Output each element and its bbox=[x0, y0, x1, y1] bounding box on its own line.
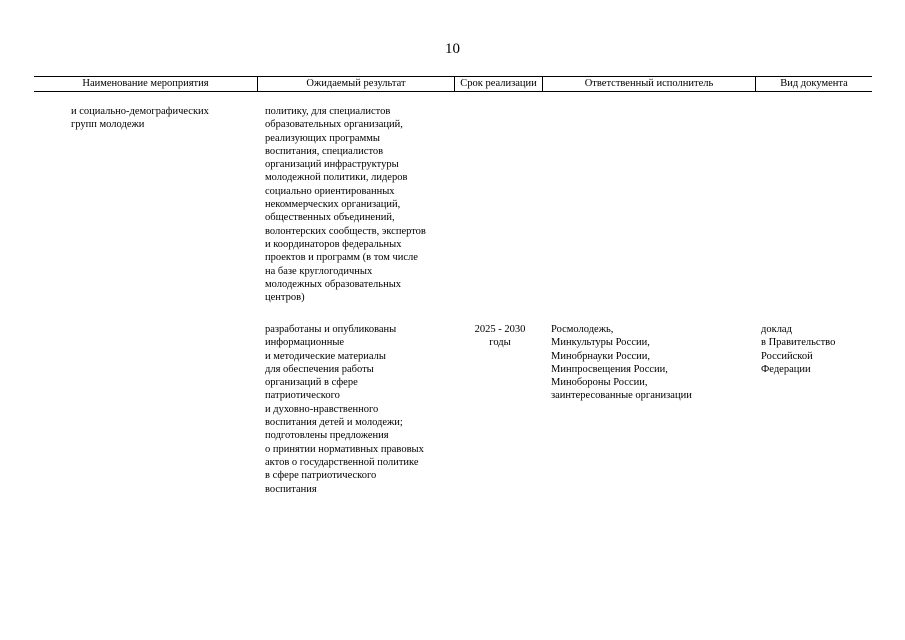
text-line: заинтересованные организации bbox=[551, 390, 692, 402]
header-result: Ожидаемый результат bbox=[258, 77, 455, 91]
text-line: актов о государственной политике bbox=[265, 456, 419, 468]
text-line: для обеспечения работы bbox=[265, 363, 374, 375]
text-line: воспитания bbox=[265, 483, 317, 495]
text-line: и духовно-нравственного bbox=[265, 403, 379, 415]
text-line: центров) bbox=[265, 292, 305, 304]
header-executor: Ответственный исполнитель bbox=[543, 77, 756, 91]
text-line: образовательных организаций, bbox=[265, 119, 403, 131]
text-line: проектов и программ (в том числе bbox=[265, 252, 418, 264]
text-line: некоммерческих организаций, bbox=[265, 199, 401, 211]
row1-result bbox=[265, 105, 426, 304]
text-line: Росмолодежь, bbox=[551, 324, 614, 335]
text-line: воспитания детей и молодежи; bbox=[265, 417, 403, 429]
row1-activity bbox=[71, 105, 209, 132]
text-line: общественных объединений, bbox=[265, 212, 395, 224]
row2-document bbox=[761, 323, 835, 376]
text-line: и координаторов федеральных bbox=[265, 238, 402, 250]
text-line: годы bbox=[489, 337, 511, 349]
text-line: реализующих программы bbox=[265, 132, 380, 144]
row2-result bbox=[265, 323, 424, 496]
text-line: Минпросвещения России, bbox=[551, 363, 668, 375]
text-line: на базе круглогодичных bbox=[265, 265, 373, 277]
text-line: волонтерских сообществ, экспертов bbox=[265, 225, 426, 237]
text-line: доклад bbox=[761, 324, 792, 335]
text-line: Российской bbox=[761, 350, 813, 362]
text-line: и социально-демографических bbox=[71, 106, 209, 117]
text-line: в сфере патриотического bbox=[265, 470, 377, 482]
text-line: Минобрнауки России, bbox=[551, 350, 651, 362]
text-line: разработаны и опубликованы bbox=[265, 324, 397, 335]
text-line: патриотического bbox=[265, 390, 340, 402]
text-line: Минобороны России, bbox=[551, 377, 648, 389]
row2-term bbox=[457, 323, 543, 350]
table-header bbox=[34, 76, 872, 92]
text-line: 2025 - 2030 bbox=[474, 324, 526, 335]
text-line: молодежной политики, лидеров bbox=[265, 172, 408, 184]
text-line: воспитания, специалистов bbox=[265, 145, 384, 157]
text-line: групп молодежи bbox=[71, 119, 145, 131]
text-line: молодежных образовательных bbox=[265, 278, 401, 290]
text-line: информационные bbox=[265, 337, 345, 349]
text-line: Федерации bbox=[761, 363, 811, 375]
text-line: Минкультуры России, bbox=[551, 337, 650, 349]
text-line: социально ориентированных bbox=[265, 185, 395, 197]
text-line: и методические материалы bbox=[265, 350, 386, 362]
text-line: о принятии нормативных правовых bbox=[265, 443, 424, 455]
text-line: в Правительство bbox=[761, 337, 836, 349]
text-line: организаций в сфере bbox=[265, 377, 358, 389]
header-document: Вид документа bbox=[780, 78, 848, 89]
header-term: Срок реализации bbox=[455, 77, 543, 91]
text-line: политику, для специалистов bbox=[265, 106, 391, 117]
header-activity: Наименование мероприятия bbox=[34, 77, 258, 91]
text-line: организаций инфраструктуры bbox=[265, 159, 399, 171]
page-number: 10 bbox=[445, 41, 460, 57]
row2-executor bbox=[551, 323, 692, 403]
text-line: подготовлены предложения bbox=[265, 430, 389, 442]
